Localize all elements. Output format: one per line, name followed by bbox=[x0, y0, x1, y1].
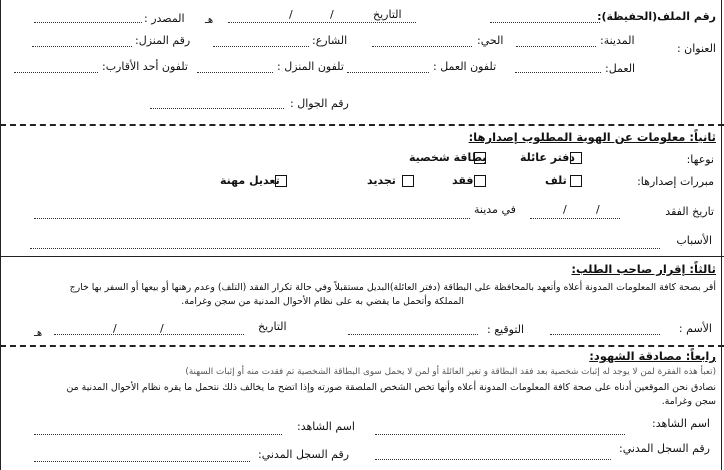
street-field[interactable] bbox=[213, 46, 309, 47]
date-slash: / bbox=[289, 8, 293, 21]
relative-phone-field[interactable] bbox=[14, 72, 98, 73]
witness-note: (تعبأ هذه الفقرة لمن لا يوجد له إثبات شخصية بعد فقد البطاقة و تغير العائلة أو لمن لا يحمل سوى البطاقة الشخصية تم فقدت منه أو إثبات السهنة) bbox=[185, 367, 716, 377]
renewal-checkbox[interactable] bbox=[402, 175, 414, 187]
work-field[interactable] bbox=[515, 72, 601, 73]
witness2-name-field[interactable] bbox=[34, 434, 282, 435]
loss-city-field[interactable] bbox=[34, 218, 470, 219]
declaration-date-field[interactable] bbox=[54, 334, 244, 335]
date-field[interactable] bbox=[228, 22, 416, 23]
applicant-name-field[interactable] bbox=[550, 334, 660, 335]
witness1-civil-record-label: رقم السجل المدني: bbox=[618, 442, 710, 455]
witness2-civil-record-field[interactable] bbox=[34, 461, 250, 462]
district-field[interactable] bbox=[372, 46, 472, 47]
home-phone-field[interactable] bbox=[197, 72, 273, 73]
work-label: العمل: bbox=[605, 62, 636, 75]
signature-field[interactable] bbox=[348, 334, 478, 335]
witness-text-line2: سجن وغرامة. bbox=[661, 396, 716, 407]
right-border bbox=[721, 0, 722, 470]
declaration-date-slash: / bbox=[160, 322, 164, 335]
mobile-label: رقم الجوال : bbox=[290, 97, 349, 110]
district-label: الحي: bbox=[477, 34, 504, 47]
witness1-name-label: اسم الشاهد: bbox=[652, 417, 710, 430]
declaration-hijri-label: هـ bbox=[34, 328, 43, 339]
section-divider bbox=[0, 256, 724, 257]
signature-label: التوقيع : bbox=[487, 323, 525, 336]
lost-checkbox[interactable] bbox=[474, 175, 486, 187]
renewal-label: تجديد bbox=[367, 174, 396, 187]
section3-title: ثالثاً: إقرار صاحب الطلب: bbox=[571, 262, 716, 276]
lost-label: فقد bbox=[452, 174, 474, 187]
home-number-label: رقم المنزل: bbox=[135, 34, 191, 47]
date-label: التاريخ bbox=[373, 8, 402, 21]
in-city-label: في مدينة bbox=[474, 203, 516, 216]
home-phone-label: تلفون المنزل : bbox=[277, 60, 344, 73]
file-number-label: رقم الملف(الحفيظة): bbox=[597, 10, 716, 23]
declaration-date-label: التاريخ bbox=[258, 320, 287, 333]
city-field[interactable] bbox=[516, 46, 596, 47]
loss-date-field[interactable] bbox=[530, 218, 620, 219]
type-label: نوعها: bbox=[686, 153, 714, 166]
applicant-name-label: الأسم : bbox=[678, 322, 712, 335]
date-slash: / bbox=[330, 8, 334, 21]
street-label: الشارع: bbox=[312, 34, 348, 47]
loss-date-label: تاريخ الفقد bbox=[665, 205, 714, 218]
mobile-field[interactable] bbox=[150, 108, 284, 109]
reasons-text-label: الأسباب bbox=[676, 234, 712, 247]
declaration-text-line2: المملكة وأتحمل ما يقضي به على نظام الأحوال المدنية من سجن وغرامة. bbox=[181, 296, 464, 307]
witness2-civil-record-label: رقم السجل المدني: bbox=[258, 448, 350, 461]
left-border bbox=[0, 0, 1, 470]
family-book-label: دفتر عائلة bbox=[520, 151, 575, 164]
id-card-label: بطاقة شخصية bbox=[409, 151, 487, 164]
address-label: العنوان : bbox=[676, 42, 716, 55]
witness1-civil-record-field[interactable] bbox=[375, 459, 611, 460]
loss-date-slash: / bbox=[596, 203, 600, 216]
relative-phone-label: تلفون أحد الأقارب: bbox=[102, 60, 188, 73]
file-number-field[interactable] bbox=[490, 22, 600, 23]
damaged-checkbox[interactable] bbox=[570, 175, 582, 187]
work-phone-field[interactable] bbox=[347, 72, 429, 73]
section4-title: رابعاً: مصادقة الشهود: bbox=[589, 349, 716, 363]
section2-title: ثانياً: معلومات عن الهوية المطلوب إصدارها: bbox=[468, 130, 716, 144]
loss-date-slash: / bbox=[563, 203, 567, 216]
hijri-label: هـ bbox=[205, 15, 214, 26]
home-number-field[interactable] bbox=[32, 46, 132, 47]
declaration-text-line1: أقر بصحة كافة المعلومات المدونة أعلاه وأتعهد بالمحافظة على البطاقة (دفتر العائلة)البديل مستقبلاً وفي حالة تكرار الفقد (التلف) وعدم رهنها أو بيعها أو السفر بها خارج bbox=[69, 282, 716, 293]
reasons-label: مبررات إصدارها: bbox=[637, 175, 714, 188]
section-divider bbox=[0, 124, 724, 126]
witness-text-line1: نصادق نحن الموقعين أدناه على صحة كافة المعلومات المدونة أعلاه وأنها تخص الشخص الملصقة صورته وإذا اتضح ما يخالف ذلك نتحمل ما يقره نظام الأحوال المدنية من bbox=[66, 382, 716, 393]
source-field[interactable] bbox=[34, 22, 142, 23]
source-label: المصدر : bbox=[144, 12, 185, 25]
damaged-label: تلف bbox=[545, 174, 567, 187]
city-label: المدينة: bbox=[600, 34, 635, 47]
witness1-name-field[interactable] bbox=[375, 434, 625, 435]
profession-change-label: تعديل مهنة bbox=[220, 174, 280, 187]
reasons-field[interactable] bbox=[30, 248, 660, 249]
work-phone-label: تلفون العمل : bbox=[433, 60, 497, 73]
declaration-date-slash: / bbox=[113, 322, 117, 335]
section-divider bbox=[0, 345, 724, 347]
witness2-name-label: اسم الشاهد: bbox=[297, 420, 355, 433]
